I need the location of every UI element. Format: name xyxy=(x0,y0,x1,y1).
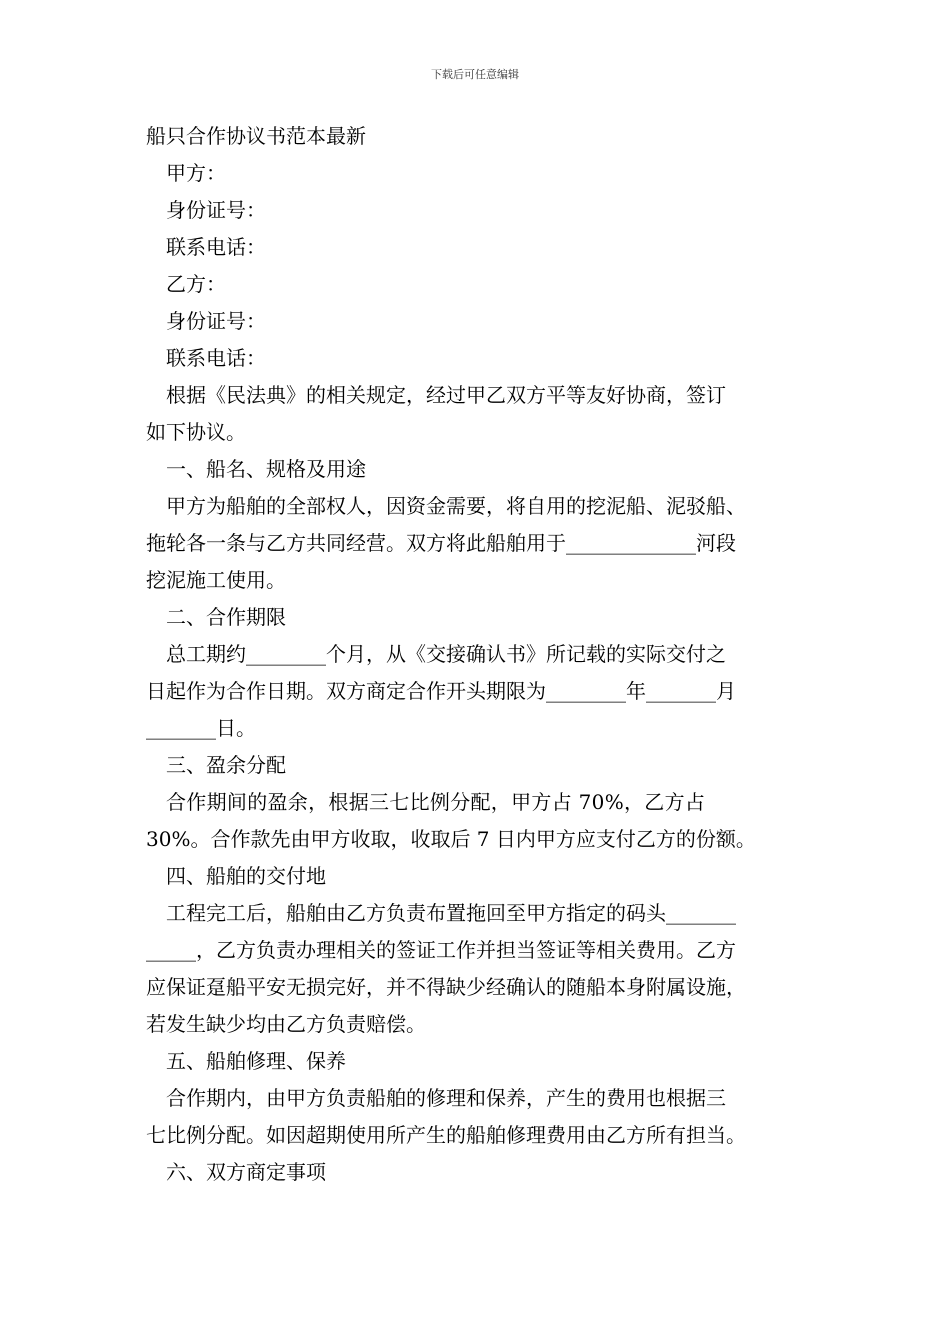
document-body xyxy=(146,118,818,1191)
section-3-line-2: 30%。合作款先由甲方收取，收取后 7 日内甲方应支付乙方的份额。 xyxy=(146,827,756,851)
party-b-label: 乙方： xyxy=(166,272,226,296)
section-1-title: 一、船名、规格及用途 xyxy=(166,457,366,481)
section-1-line-1: 甲方为船舶的全部权人，因资金需要，将自用的挖泥船、泥驳船、 xyxy=(166,494,746,518)
section-4-line-1: 工程完工后，船舶由乙方负责布置拖回至甲方指定的码头_______ xyxy=(166,901,736,925)
party-a-id-label: 身份证号： xyxy=(166,198,266,222)
section-3-title: 三、盈余分配 xyxy=(166,753,286,777)
section-2-line-3: _______日。 xyxy=(146,716,256,740)
section-2-title: 二、合作期限 xyxy=(166,605,286,629)
party-b-phone-label: 联系电话： xyxy=(166,346,266,370)
intro-line-2: 如下协议。 xyxy=(146,420,246,444)
page-header-note: 下载后可任意编辑 xyxy=(431,68,519,81)
party-b-id-label: 身份证号： xyxy=(166,309,266,333)
section-2-line-1: 总工期约________个月，从《交接确认书》所记载的实际交付之 xyxy=(166,642,726,666)
section-3-line-1: 合作期间的盈余，根据三七比例分配，甲方占 70%，乙方占 xyxy=(166,790,706,814)
section-4-line-2: _____，乙方负责办理相关的签证工作并担当签证等相关费用。乙方 xyxy=(146,938,736,962)
section-1-line-2: 拖轮各一条与乙方共同经营。双方将此船舶用于_____________河段 xyxy=(146,531,736,555)
section-6-title: 六、双方商定事项 xyxy=(166,1160,326,1184)
document-title: 船只合作协议书范本最新 xyxy=(146,124,366,148)
section-4-line-3: 应保证趸船平安无损完好，并不得缺少经确认的随船本身附属设施， xyxy=(146,975,746,999)
section-5-line-1: 合作期内，由甲方负责船舶的修理和保养，产生的费用也根据三 xyxy=(166,1086,726,1110)
section-5-line-2: 七比例分配。如因超期使用所产生的船舶修理费用由乙方所有担当。 xyxy=(146,1123,746,1147)
intro-line-1: 根据《民法典》的相关规定，经过甲乙双方平等友好协商，签订 xyxy=(166,383,726,407)
section-1-line-3: 挖泥施工使用。 xyxy=(146,568,286,592)
section-4-title: 四、船舶的交付地 xyxy=(166,864,326,888)
section-5-title: 五、船舶修理、保养 xyxy=(166,1049,346,1073)
section-4-line-4: 若发生缺少均由乙方负责赔偿。 xyxy=(146,1012,426,1036)
party-a-label: 甲方： xyxy=(166,161,226,185)
party-a-phone-label: 联系电话： xyxy=(166,235,266,259)
section-2-line-2: 日起作为合作日期。双方商定合作开头期限为________年_______月 xyxy=(146,679,736,703)
